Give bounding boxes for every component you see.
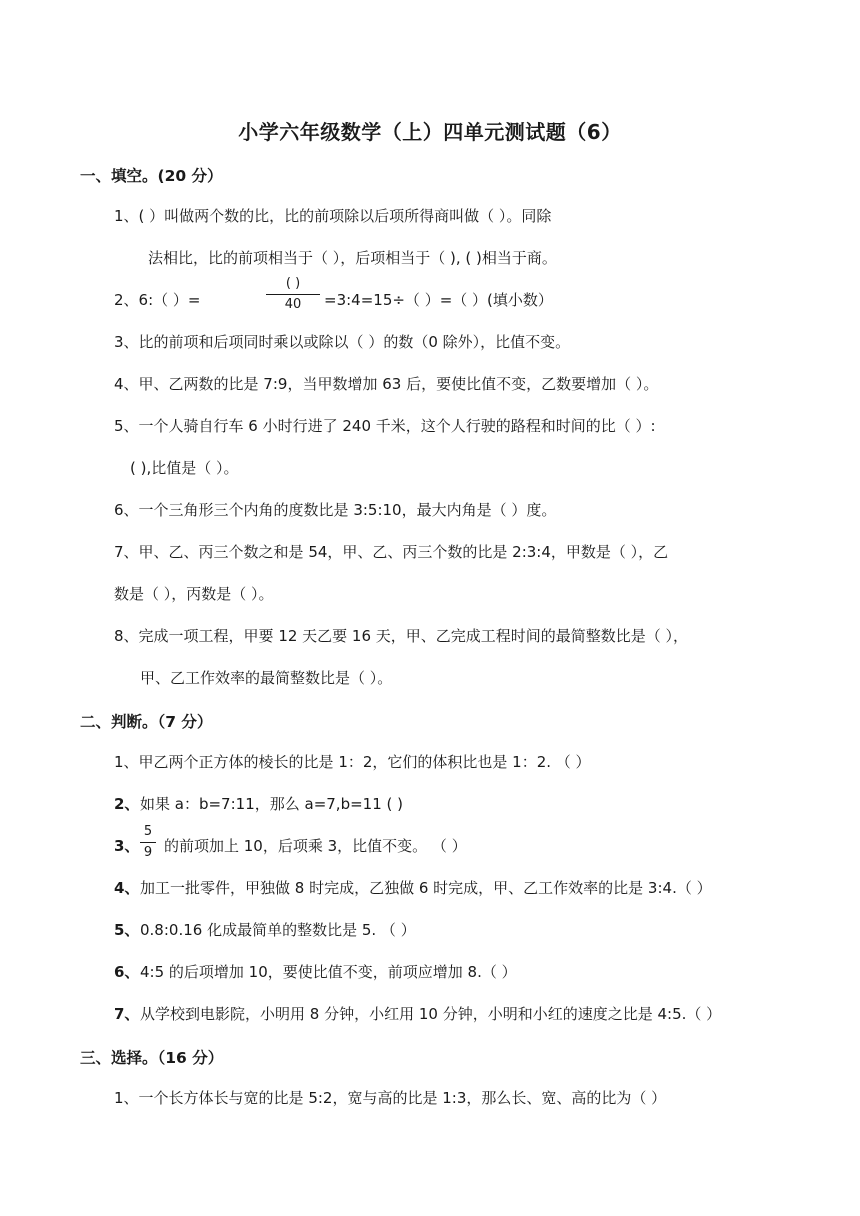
judge-q5: 0.8:0.16 化成最简单的整数比是 5. （ ） [140, 921, 416, 939]
judge-q3-fraction [140, 824, 156, 861]
section-judge-heading: 二、判断。（7 分） [80, 713, 213, 731]
fill-q5-line2: ( ),比值是（ ）。 [130, 459, 239, 477]
fraction-numerator: 5 [143, 824, 153, 839]
section-choice-heading: 三、选择。（16 分） [80, 1049, 224, 1067]
fill-q7-line2: 数是（ ），丙数是（ ）。 [114, 585, 274, 603]
fraction-numerator: ( ) [285, 276, 301, 291]
fill-q3: 3、比的前项和后项同时乘以或除以（ ）的数（0 除外），比值不变。 [114, 333, 571, 351]
fill-q7-line1: 7、甲、乙、丙三个数之和是 54，甲、乙、丙三个数的比是 2:3:4，甲数是（ ），乙 [114, 543, 669, 561]
fill-q4: 4、甲、乙两数的比是 7:9，当甲数增加 63 后，要使比值不变，乙数要增加（ ）。 [114, 375, 659, 393]
fill-q2-end: =3:4=15÷（ ）=（ ）(填小数） [324, 291, 553, 309]
fill-q8-line2: 甲、乙工作效率的最简整数比是（ ）。 [140, 669, 393, 687]
fill-q1-line2: 法相比，比的前项相当于（ ），后项相当于（ ), ( )相当于商。 [148, 249, 557, 267]
judge-q6-number: 6、 [114, 963, 140, 981]
judge-q3-number: 3、 [114, 837, 140, 855]
fill-q2-start: 2、6:（ ）= [114, 291, 201, 309]
fill-q8-line1: 8、完成一项工程，甲要 12 天乙要 16 天，甲、乙完成工程时间的最简整数比是（ ）， [114, 627, 689, 645]
fraction-bar [140, 842, 156, 843]
fraction-bar [266, 294, 320, 295]
judge-q5-number: 5、 [114, 921, 140, 939]
fill-q6: 6、一个三角形三个内角的度数比是 3:5:10，最大内角是（ ）度。 [114, 501, 557, 519]
fraction-denominator: 9 [143, 845, 153, 860]
page-title: 小学六年级数学（上）四单元测试题（6） [238, 120, 622, 144]
fill-q1-line1: 1、( ）叫做两个数的比，比的前项除以后项所得商叫做（ ）。同除 [114, 207, 552, 225]
section-fill-heading: 一、填空。(20 分） [80, 167, 223, 185]
fill-q2-fraction [266, 276, 320, 313]
judge-q7-number: 7、 [114, 1005, 140, 1023]
judge-q2-number: 2、 [114, 795, 140, 813]
judge-q3: 的前项加上 10，后项乘 3，比值不变。 （ ） [164, 837, 467, 855]
judge-q6: 4:5 的后项增加 10，要使比值不变，前项应增加 8.（ ） [140, 963, 517, 981]
judge-q4-number: 4、 [114, 879, 140, 897]
fill-q5-line1: 5、一个人骑自行车 6 小时行进了 240 千米，这个人行驶的路程和时间的比（ ）: [114, 417, 656, 435]
judge-q7: 从学校到电影院，小明用 8 分钟，小红用 10 分钟，小明和小红的速度之比是 4:5.（ ） [140, 1005, 722, 1023]
fraction-denominator: 40 [284, 297, 302, 312]
judge-q4: 加工一批零件，甲独做 8 时完成，乙独做 6 时完成，甲、乙工作效率的比是 3:4.（ ） [140, 879, 712, 897]
choice-q1: 1、一个长方体长与宽的比是 5:2，宽与高的比是 1:3，那么长、宽、高的比为（ ） [114, 1089, 667, 1107]
judge-q2: 如果 a：b=7:11，那么 a=7,b=11 ( ) [140, 795, 403, 813]
judge-q1: 1、甲乙两个正方体的棱长的比是 1：2，它们的体积比也是 1：2. （ ） [114, 753, 591, 771]
